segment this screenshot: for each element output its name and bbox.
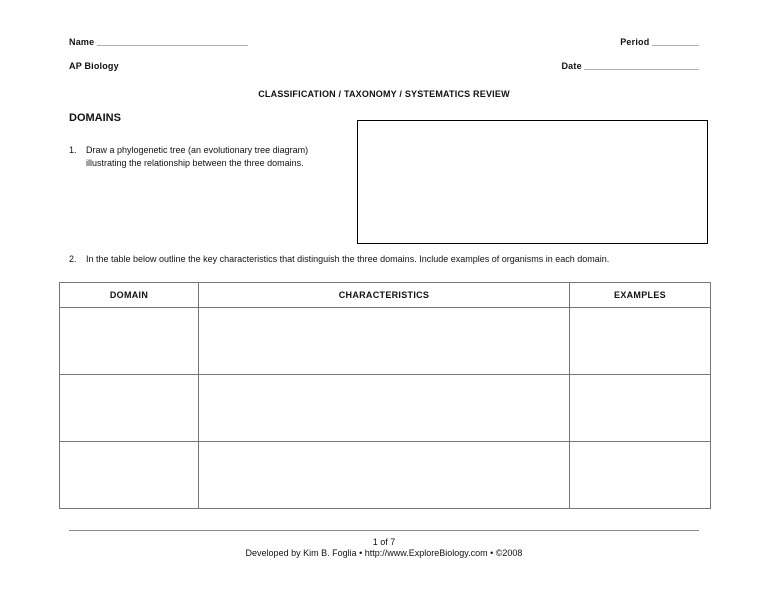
question-2 [69, 253, 699, 266]
question-1-text: Draw a phylogenetic tree (an evolutionary tree diagram) illustrating the relationship between the three domains. [86, 145, 309, 168]
name-field-label[interactable]: Name _____________________________ [69, 37, 248, 47]
column-header-domain: DOMAIN [60, 283, 199, 308]
question-2-number: 2. [69, 254, 77, 264]
footer-divider [69, 530, 699, 531]
characteristics-cell[interactable] [199, 308, 570, 375]
section-title-domains: DOMAINS [69, 112, 121, 124]
course-name: AP Biology [69, 61, 119, 71]
column-header-characteristics: CHARACTERISTICS [199, 283, 570, 308]
question-2-text: In the table below outline the key characteristics that distinguish the three domains. Include examples of organisms in each domain. [86, 254, 610, 264]
characteristics-cell[interactable] [199, 442, 570, 509]
table-row [60, 375, 711, 442]
footer-credit: Developed by Kim B. Foglia • http://www.ExploreBiology.com • ©2008 [245, 548, 523, 558]
period-field-label[interactable]: Period _________ [620, 37, 699, 47]
domain-cell[interactable] [60, 375, 199, 442]
table-row [60, 308, 711, 375]
examples-cell[interactable] [570, 308, 711, 375]
page-title: CLASSIFICATION / TAXONOMY / SYSTEMATICS REVIEW [258, 89, 510, 99]
column-header-examples: EXAMPLES [570, 283, 711, 308]
question-1-number: 1. [69, 145, 77, 155]
question-1 [69, 144, 349, 170]
page-number: 1 of 7 [372, 537, 396, 547]
date-field-label[interactable]: Date ______________________ [561, 61, 699, 71]
drawing-answer-box[interactable] [357, 120, 708, 244]
examples-cell[interactable] [570, 375, 711, 442]
table-row [60, 442, 711, 509]
examples-cell[interactable] [570, 442, 711, 509]
characteristics-cell[interactable] [199, 375, 570, 442]
table-header-row [60, 283, 711, 308]
domain-cell[interactable] [60, 308, 199, 375]
domains-table [59, 282, 711, 509]
domain-cell[interactable] [60, 442, 199, 509]
